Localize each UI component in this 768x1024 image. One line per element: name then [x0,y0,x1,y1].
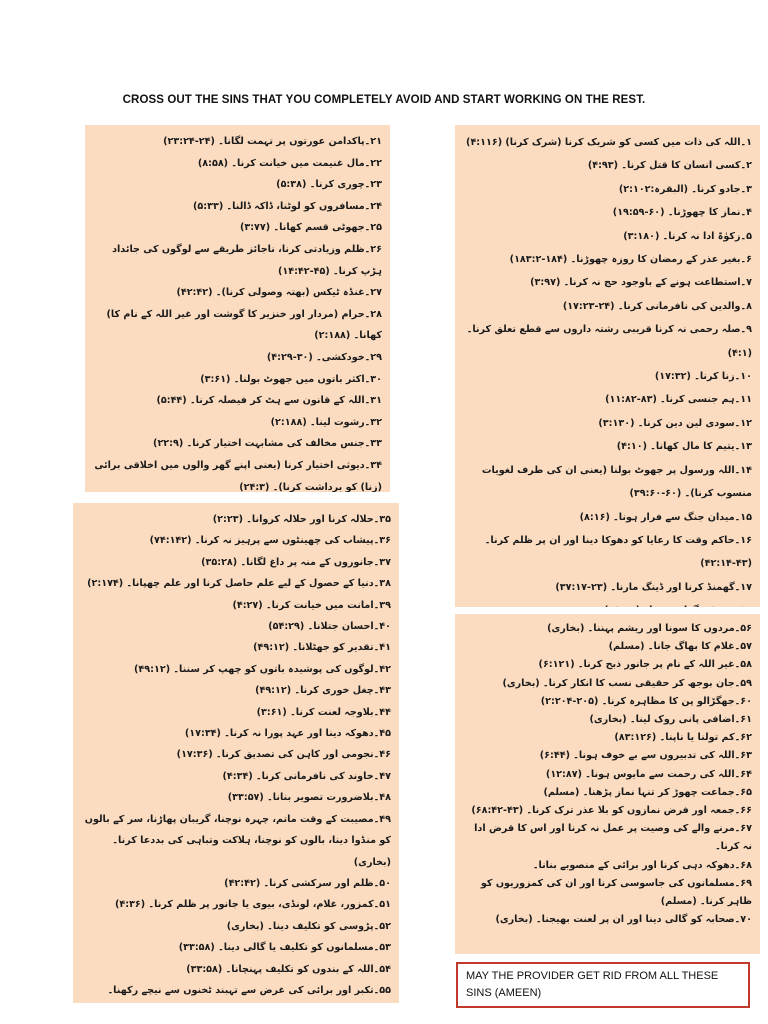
sin-item: ۳۰۔اکثر باتوں میں جھوٹ بولنا۔ (۳:۶۱) [200,373,382,385]
sin-item: ۸۔والدین کی نافرمانی کرنا۔ (۲۴-۱۷:۲۳) [562,300,752,312]
sin-item: ۲۲۔مال غنیمت میں خیانت کرنا۔ (۸:۵۸) [197,157,382,169]
sins-panel-1-20 [455,125,760,607]
sin-item: ۳۳۔جنس مخالف کی مشابہت اختیار کرنا۔ (۲۲:۹) [153,438,382,450]
sin-item: ۶۷۔مرنے والے کی وصیت پر عمل نہ کرنا اور اس کا قرض ادا نہ کرنا۔ [474,823,752,853]
sin-item: ۵۷۔غلام کا بھاگ جانا۔ (مسلم) [608,641,752,653]
sin-item: ۱۷۔گھمنڈ کرنا اور ڈینگ مارنا۔ (۲۳-۳۷:۱۷) [555,581,752,593]
sin-item: ۴۹۔مصیبت کے وقت ماتم، چہرہ نوچنا، گریبان پھاڑنا، سر کے بالوں کو منڈوا دینا، بالوں کو نوچنا، ہلاکت وتباہی کی بددعا کرنا۔ (بخاری) [84,813,391,868]
page-title: CROSS OUT THE SINS THAT YOU COMPLETELY AVOID AND START WORKING ON THE REST. [122,94,646,106]
sins-list [463,131,752,607]
sin-item: ۱۴۔اللہ ورسول پر جھوٹ بولنا (یعنی ان کی طرف لغویات منسوب کرنا)۔ (۶۰-۳۹:۶۰) [481,464,752,500]
sin-item: ۵۵۔تکبر اور برائی کی غرض سے تہبند ٹخنوں سے نیچے رکھنا۔ [107,984,391,996]
sin-item: ۳۴۔دیوثی اختیار کرنا (یعنی اپنے گھر والوں میں اخلاقی برائی (زنا) کو برداشت کرنا)۔ (۲۴:۳) [94,459,382,492]
sin-item: ۴۵۔دھوکہ دینا اور عہد پورا نہ کرنا۔ (۱۷:۳۴) [184,728,391,740]
sin-item: ۶۰۔جھگڑالو پن کا مظاہرہ کرنا۔ (۲۰۵-۲:۲۰۴) [540,695,752,707]
sin-item: ۵۴۔اللہ کے بندوں کو تکلیف پہنچانا۔ (۳۳:۵۸) [186,963,391,975]
sin-item: ۵۰۔ظلم اور سرکشی کرنا۔ (۴۲:۴۲) [224,877,391,889]
sin-item: ۶۸۔دھوکہ دہی کرنا اور برائی کے منصوبے بنانا۔ [532,859,752,871]
sins-list [81,509,391,1003]
sin-item: ۵۱۔کمزور، غلام، لونڈی، بیوی یا جانور پر ظلم کرنا۔ (۴:۳۶) [114,899,391,911]
sin-item: ۶۔بغیر عذر کے رمضان کا روزہ چھوڑنا۔ (۱۸۴-۱۸۳:۲) [509,254,752,266]
sin-item [463,599,752,607]
sin-item: ۲۶۔ظلم وزیادتی کرنا، ناجائز طریقے سے لوگوں کی جائداد ہڑپ کرنا۔ (۴۵-۱۴:۴۲) [112,243,382,277]
sin-item: ۵۲۔پڑوسی کو تکلیف دینا۔ (بخاری) [226,920,391,932]
sin-item: ۱۶۔حاکم وقت کا رعایا کو دھوکا دینا اور ان پر ظلم کرنا۔ (۴۳-۴۲:۱۴) [484,534,752,570]
sin-item: ۴۱۔تقدیر کو جھٹلانا۔ (۴۹:۱۲) [253,642,391,654]
sin-item: ۴۔نماز کا چھوڑنا۔ (۶۰-۱۹:۵۹) [612,207,752,219]
sin-item: ۱۔اللہ کی ذات میں کسی کو شریک کرنا (شرک کرنا) (۴:۱۱۶) [466,137,752,148]
sin-item: ۴۸۔بلاضرورت تصویر بنانا۔ (۳۳:۵۷) [227,792,391,804]
sin-item: ۵۳۔مسلمانوں کو تکلیف یا گالی دینا۔ (۳۳:۵۸) [178,942,391,954]
sin-item: ۶۶۔جمعہ اور فرض نمازوں کو بلا عذر ترک کرنا۔ (۴۳-۶۸:۴۲) [471,805,752,817]
sin-item: ۳۲۔رشوت لینا۔ (۲:۱۸۸) [270,416,382,428]
sin-item: ۳۸۔دنیا کے حصول کے لیے علم حاصل کرنا اور علم چھپانا۔ (۲:۱۷۴) [87,578,391,590]
sin-item: ۲۔کسی انسان کا قتل کرنا۔ (۴:۹۳) [587,160,752,172]
sins-list [463,620,752,929]
sin-item: ۳۷۔جانوروں کے منہ پر داغ لگانا۔ (۳۵:۲۸) [201,556,391,568]
sin-item: ۳۶۔پیشاب کی چھینٹوں سے پرہیز نہ کرنا۔ (۷۴:۱۴۲) [149,535,391,547]
sin-item: ۴۷۔خاوند کی نافرمانی کرنا۔ (۴:۳۴) [222,770,391,782]
sin-item: ۱۵۔میدان جنگ سے فرار ہونا۔ (۸:۱۶) [579,511,752,523]
sin-item: ۳۹۔امانت میں خیانت کرنا۔ (۴:۲۷) [232,599,391,611]
sin-item: ۲۸۔حرام (مردار اور خنزیر کا گوشت اور غیر اللہ کے نام کا) کھانا۔ (۲:۱۸۸) [106,308,382,342]
sin-item: ۲۴۔مسافروں کو لوٹنا، ڈاکہ ڈالنا۔ (۵:۳۳) [193,200,382,212]
sin-item: ۱۳۔یتیم کا مال کھانا۔ (۴:۱۰) [616,441,752,453]
sins-panel-21-34 [85,125,390,492]
sin-item: ۵۹۔جان بوجھ کر حقیقی نسب کا انکار کرنا۔ (بخاری) [502,677,752,689]
sin-item: ۶۱۔اضافی پانی روک لینا۔ (بخاری) [589,714,752,726]
sin-item: ۶۲۔کم تولنا یا ناپنا۔ (۸۳:۱۲۶) [614,732,752,744]
sin-item: ۵۔زکوٰۃ ادا نہ کرنا۔ (۳:۱۸۰) [623,230,752,242]
sin-item: ۷۰۔صحابہ کو گالی دینا اور ان پر لعنت بھیجنا۔ (بخاری) [495,914,752,926]
sins-panel-35-55 [73,503,399,1003]
sin-item: ۵۶۔مردوں کا سونا اور ریشم پہننا۔ (بخاری) [547,623,752,634]
sins-list [93,131,382,492]
sin-item: ۲۵۔جھوٹی قسم کھانا۔ (۳:۷۷) [239,222,382,234]
sin-item: ۷۔استطاعت ہونے کے باوجود حج نہ کرنا۔ (۳:۹۷) [530,277,752,289]
sin-item: ۲۱۔پاکدامن عورتوں پر تہمت لگانا۔ (۲۴-۲۳:۲۴) [163,136,382,147]
sin-item: ۶۹۔مسلمانوں کی جاسوسی کرنا اور ان کی کمزوریوں کو ظاہر کرنا۔ (مسلم) [480,877,752,908]
sin-item: ۴۲۔لوگوں کی پوشیدہ باتوں کو چھپ کر سننا۔ (۴۹:۱۲) [134,663,391,675]
sin-item: ۶۵۔جماعت چھوڑ کر تنہا نماز پڑھنا۔ (مسلم) [543,786,752,798]
sin-item: ۲۳۔چوری کرنا۔ (۵:۳۸) [276,179,382,191]
sin-item: ۴۶۔نجومی اور کاہن کی تصدیق کرنا۔ (۱۷:۳۶) [176,749,391,761]
sin-item: ۶۴۔اللہ کی رحمت سے مایوس ہونا۔ (۱۲:۸۷) [545,768,752,780]
sins-panel-56-70 [455,614,760,954]
sin-item: ۶۳۔اللہ کی تدبیروں سے بے خوف ہونا۔ (۶:۴۴) [539,750,752,762]
sin-item: ۲۷۔غنڈہ ٹیکس (بھتہ وصولی کرنا)۔ (۴۲:۴۲) [176,287,382,299]
sin-item: ۱۰۔زنا کرنا۔ (۱۷:۳۲) [654,371,752,383]
sin-item: ۴۰۔احسان جتلانا۔ (۵۴:۲۹) [268,621,391,633]
sin-item: ۹۔صلہ رحمی نہ کرنا قریبی رشتہ داروں سے قطع تعلق کرنا۔ (۴:۱) [466,324,752,359]
dua-box: MAY THE PROVIDER GET RID FROM ALL THESE SINS (AMEEN) [456,962,750,1008]
sin-item: ۵۸۔غیر اللہ کے نام پر جانور ذبح کرنا۔ (۶:۱۲۱) [538,659,752,671]
sin-item: ۱۲۔سودی لین دین کرنا۔ (۳:۱۳۰) [598,417,752,429]
sin-item: ۱۱۔ہم جنسی کرنا۔ (۸۳-۱۱:۸۲) [605,394,752,406]
sin-item: ۳۔جادو کرنا۔ (البقرہ:۲:۱۰۲) [618,183,752,195]
sin-item: ۳۵۔حلالہ کرنا اور حلالہ کروانا۔ (۲:۲۳) [212,514,391,525]
sin-item: ۲۹۔خودکشی۔ (۳۰-۴:۲۹) [266,351,382,363]
sin-item: ۴۴۔بلاوجہ لعنت کرنا۔ (۳:۶۱) [256,706,391,718]
sin-item: ۳۱۔اللہ کے قانون سے ہٹ کر فیصلہ کرنا۔ (۵:۴۴) [156,395,382,407]
sin-item: ۴۳۔چغل خوری کرنا۔ (۴۹:۱۲) [255,685,391,697]
